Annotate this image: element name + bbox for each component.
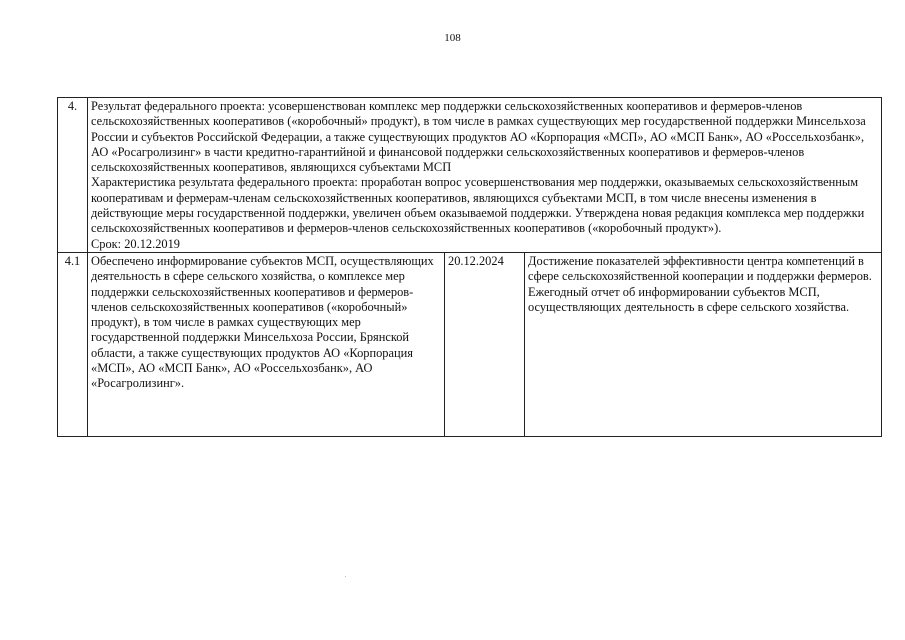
federal-project-result-cell bbox=[88, 98, 882, 253]
result-deadline-text: Срок: 20.12.2019 bbox=[91, 236, 180, 251]
table-row-4-1 bbox=[58, 252, 882, 436]
measure-date-cell: 20.12.2024 bbox=[445, 252, 525, 436]
result-characteristic-text: Характеристика результата федерального проекта: проработан вопрос усовершенствования мер поддержки, оказываемых сельскохозяйственным кооперативам и фермерам-членам сельскохозяйственных кооперативов, являющихся субъектами МСП, в том числе внесены изменения в действующие меры государственной поддержки, увеличен объем оказываемой поддержки. Утверждена новая редакция комплекса мер поддержки сельскохозяйственных кооперативов и фермеров-членов сельскохозяйственных кооперативов («коробочный продукт»). bbox=[91, 175, 865, 236]
scan-speck bbox=[345, 576, 346, 577]
row-number-4: 4. bbox=[58, 98, 88, 253]
row-number-4-1: 4.1 bbox=[58, 252, 88, 436]
measure-description-cell: Обеспечено информирование субъектов МСП, осуществляющих деятельность в сфере сельского хозяйства, о комплексе мер поддержки сельскохозяйственных кооперативов и фермеров-членов сельскохозяйственных кооперативов («коробочный» продукт), в том числе в рамках существующих мер государственной поддержки Минсельхоза России, Брянской области, а также существующих продуктов АО «Корпорация «МСП», АО «МСП Банк», АО «Россельхозбанк», АО «Росагролизинг». bbox=[88, 252, 445, 436]
project-results-table bbox=[57, 97, 882, 437]
federal-project-result-text: Результат федерального проекта: усовершенствован комплекс мер поддержки сельскохозяйственных кооперативов и фермеров-членов сельскохозяйственных кооперативов («коробочный» продукт), в том числе в рамках существующих мер государственной поддержки Минсельхоза России и субъектов Российской Федерации, а также существующих продуктов АО «Корпорация «МСП», АО «МСП Банк», АО «Россельхозбанк», АО «Росагролизинг» в части кредитно-гарантийной и финансовой поддержки сельскохозяйственных кооперативов и фермеров-членов сельскохозяйственных кооперативов, являющихся субъектами МСП bbox=[91, 99, 866, 175]
measure-outcome-cell: Достижение показателей эффективности центра компетенций в сфере сельскохозяйственной кооперации и поддержки фермеров. Ежегодный отчет об информировании субъектов МСП, осуществляющих деятельность в сфере сельского хозяйства. bbox=[525, 252, 882, 436]
page-number: 108 bbox=[444, 32, 461, 44]
table-row-4 bbox=[58, 98, 882, 253]
